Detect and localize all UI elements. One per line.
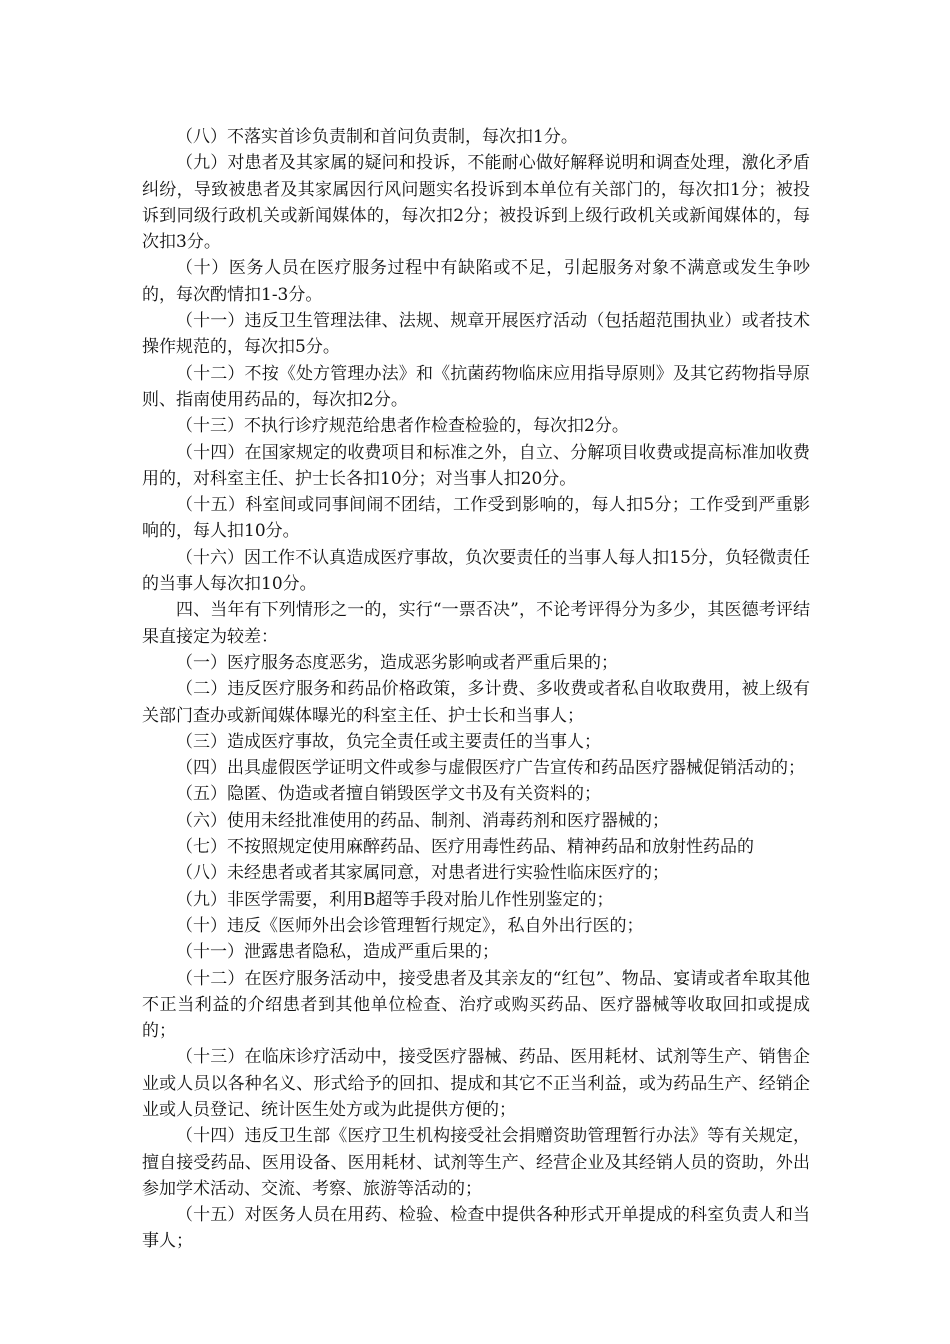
paragraph-deduction-14: （十四）在国家规定的收费项目和标准之外，自立、分解项目收费或提高标准加收费用的，对科室主任、护士长各扣10分；对当事人扣20分。	[142, 442, 810, 489]
paragraph-veto-6: （六）使用未经批准使用的药品、制剂、消毒药剂和医疗器械的；	[176, 810, 669, 831]
section-heading-veto: 四、当年有下列情形之一的，实行“一票否决”，不论考评得分为多少，其医德考评结果直接定为较差：	[142, 600, 810, 647]
paragraph-veto-3: （三）造成医疗事故，负完全责任或主要责任的当事人；	[176, 731, 601, 752]
paragraph-veto-4: （四）出具虚假医学证明文件或参与虚假医疗广告宣传和药品医疗器械促销活动的；	[176, 758, 805, 779]
paragraph-veto-1: （一）医疗服务态度恶劣，造成恶劣影响或者严重后果的；	[176, 652, 618, 673]
document-body	[142, 124, 810, 1255]
paragraph-veto-10: （十）违反《医师外出会诊管理暂行规定》，私自外出行医的；	[176, 915, 644, 936]
paragraph-deduction-12: （十二）不按《处方管理办法》和《抗菌药物临床应用指导原则》及其它药物指导原则、指南使用药品的，每次扣2分。	[142, 363, 810, 410]
paragraph-veto-9: （九）非医学需要，利用B超等手段对胎儿作性别鉴定的；	[176, 889, 614, 910]
paragraph-deduction-9: （九）对患者及其家属的疑问和投诉，不能耐心做好解释说明和调查处理，激化矛盾纠纷，导致被患者及其家属因行风问题实名投诉到本单位有关部门的，每次扣1分；被投诉到同级行政机关或新闻媒体的，每次扣2分；被投诉到上级行政机关或新闻媒体的，每次扣3分。	[142, 153, 810, 253]
paragraph-veto-13: （十三）在临床诊疗活动中，接受医疗器械、药品、医用耗材、试剂等生产、销售企业或人员以各种名义、形式给予的回扣、提成和其它不正当利益，或为药品生产、经销企业或人员登记、统计医生处方或为此提供方便的；	[142, 1047, 810, 1120]
paragraph-veto-5: （五）隐匿、伪造或者擅自销毁医学文书及有关资料的；	[176, 784, 601, 805]
paragraph-deduction-10: （十）医务人员在医疗服务过程中有缺陷或不足，引起服务对象不满意或发生争吵的，每次酌情扣1-3分。	[142, 258, 810, 305]
paragraph-veto-2: （二）违反医疗服务和药品价格政策，多计费、多收费或者私自收取费用，被上级有关部门查办或新闻媒体曝光的科室主任、护士长和当事人；	[142, 679, 810, 726]
paragraph-veto-14: （十四）违反卫生部《医疗卫生机构接受社会捐赠资助管理暂行办法》等有关规定，擅自接受药品、医用设备、医用耗材、试剂等生产、经营企业及其经销人员的资助，外出参加学术活动、交流、考察、旅游等活动的；	[142, 1126, 810, 1199]
paragraph-veto-15: （十五）对医务人员在用药、检验、检查中提供各种形式开单提成的科室负责人和当事人；	[142, 1205, 810, 1252]
paragraph-deduction-8: （八）不落实首诊负责制和首问负责制，每次扣1分。	[176, 127, 578, 147]
paragraph-deduction-16: （十六）因工作不认真造成医疗事故，负次要责任的当事人每人扣15分，负轻微责任的当事人每次扣10分。	[142, 547, 810, 595]
paragraph-deduction-13: （十三）不执行诊疗规范给患者作检查检验的，每次扣2分。	[176, 416, 629, 437]
paragraph-deduction-15: （十五）科室间或同事间闹不团结，工作受到影响的，每人扣5分；工作受到严重影响的，每人扣10分。	[142, 495, 810, 542]
paragraph-veto-8: （八）未经患者或者其家属同意，对患者进行实验性临床医疗的；	[176, 863, 669, 884]
paragraph-veto-7: （七）不按照规定使用麻醉药品、医疗用毒性药品、精神药品和放射性药品的	[176, 837, 754, 858]
paragraph-deduction-11: （十一）违反卫生管理法律、法规、规章开展医疗活动（包括超范围执业）或者技术操作规范的，每次扣5分。	[142, 311, 810, 358]
paragraph-veto-11: （十一）泄露患者隐私，造成严重后果的；	[176, 942, 499, 963]
paragraph-veto-12: （十二）在医疗服务活动中，接受患者及其亲友的“红包”、物品、宴请或者牟取其他不正当利益的介绍患者到其他单位检查、治疗或购买药品、医疗器械等收取回扣或提成的；	[142, 968, 810, 1042]
